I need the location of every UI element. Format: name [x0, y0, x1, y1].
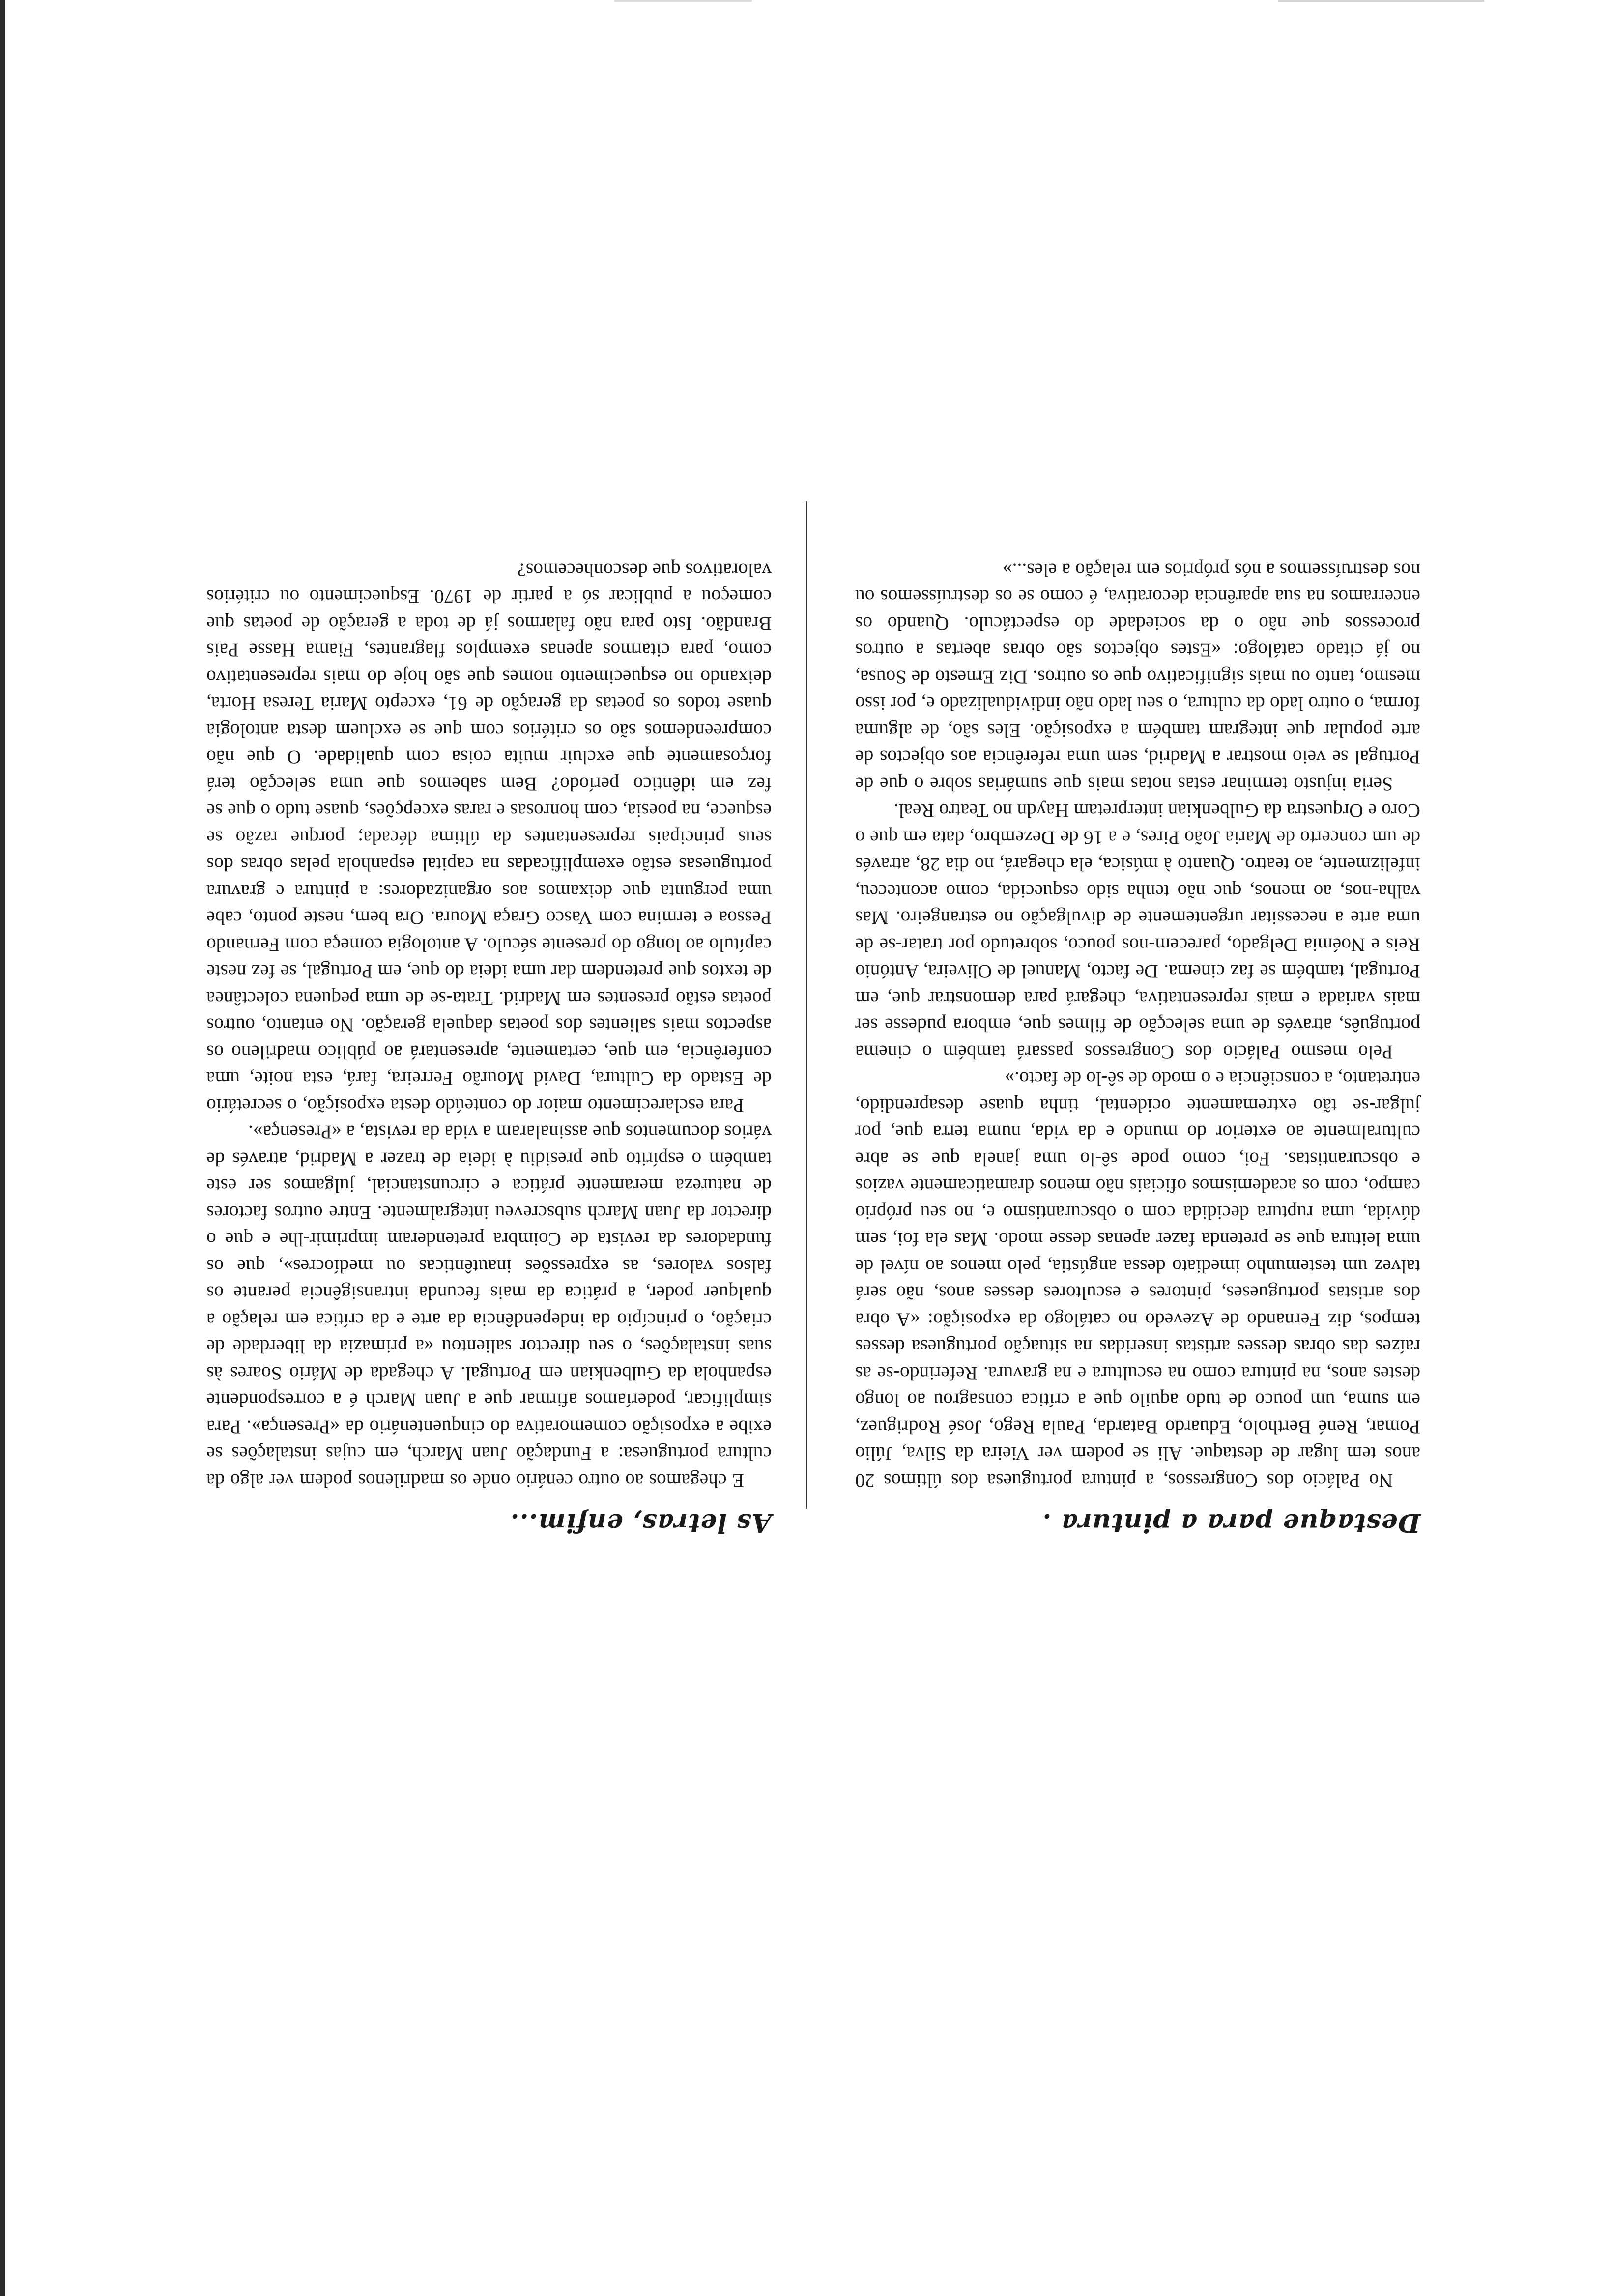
paragraph: Seria injusto terminar estas notas mais que sumárias sobre o que de Portugal se veio mostrar a Madrid, sem uma referência aos objectos de arte popular que integram também a exposição. Eles são, de alguma forma, o outro lado da cultura, o seu lado não individualizado e, por isso mesmo, tanto ou mais significativo que os outros. Diz Ernesto de Sousa, no já citado catálogo: «Estes objectos são obras abertas a outros processos que não o da sociedade do espectáculo. Quando os encerramos na sua aparência decorativa, é como se os destruíssemos ou nos destruíssemos a nós próprios em relação a eles...»	[855, 559, 1420, 795]
paragraph: Para esclarecimento maior do conteúdo desta exposição, o secretário de Estado da Cultura, David Mourão Ferreira, fará, esta noite, uma conferência, em que, certamente, apresentará ao público madrileno os aspectos mais salientes dos poetas daquela geração. No entanto, outros poetas estão presentes em Madrid. Trata-se de uma pequena colectânea de textos que pretendem dar uma ideia do que, em Portugal, se fez neste capítulo ao longo do presente século. A antologia começa com Fernando Pessoa e termina com Vasco Graça Moura. Ora bem, neste ponto, cabe uma pergunta que deixamos aos organizadores: a pintura e gravura portuguesas estão exemplificadas na capital espanhola pelas obras dos seus principais representantes da última década; porque razão se esquece, na poesia, com honrosas e raras excepções, quase tudo o que se fez em idêntico período? Bem sabemos que uma selecção terá forçosamente que excluir muita coisa com qualidade. O que não compreendemos são os critérios com que se excluem desta antologia quase todos os poetas da geração de 61, excepto Maria Teresa Horta, deixando no esquecimento nomes que são hoje do mais representativo como, para citarmos apenas exemplos flagrantes, Fiama Hasse Pais Brandão. Isto para não falarmos já de toda a geração de poetas que começou a publicar só a partir de 1970. Esquecimento ou critérios valorativos que desconhecemos?	[206, 559, 772, 1117]
scan-mark	[1278, 0, 1484, 2]
column-letters	[206, 491, 772, 1538]
paragraph: No Palácio dos Congressos, a pintura portuguesa dos últimos 20 anos tem lugar de destaque. Ali se podem ver Vieira da Silva, Júlio Pomar, René Bertholo, Eduardo Batarda, Paula Rego, José Rodriguez, em suma, um pouco de tudo aquilo que a crítica consagrou ao longo destes anos, na pintura como na escultura e na gravura. Referindo-se as raízes das obras desses artistas inseridas na situação portuguesa desses tempos, diz Fernando de Azevedo no catálogo da exposição: «A obra dos artistas portugueses, pintores e escultores desses anos, não será talvez um testemunho imediato dessa angústia, pelo menos ao nível de uma leitura que se pretenda fazer apenas desse modo. Mas ela foi, sem dúvida, uma ruptura decidida com o obscurantismo e, no seu próprio campo, com os academismos oficiais não menos dramaticamente vazios e obscurantistas. Foi, como pode sê-lo uma janela que se abre culturalmente ao exterior do mundo e da vida, numa terra que, por julgar-se tão extremamente ocidental, tinha quase desaprendido, entretanto, a consciência e o modo de sê-lo de facto.»	[855, 1068, 1420, 1492]
column-painting	[855, 491, 1420, 1538]
column-divider	[806, 501, 807, 1509]
paragraph: E chegamos ao outro cenário onde os madrilenos podem ver algo da cultura portuguesa: a Fundação Juan March, em cujas instalações se exibe a exposição comemorativa do cinquentenário da «Presença». Para simplificar, poderíamos afirmar que a Juan March é a correspondente espanhola da Gulbenkian em Portugal. A chegada de Mário Soares às suas instalações, o seu director salientou «a primazia da liberdade de criação, o princípio da independência da arte e da crítica em relação a qualquer poder, a prática da mais fecunda intransigência perante os falsos valores, as expressões inautênticas ou medíocres», que os fundadores da revista de Coimbra pretenderam imprimir-lhe e que o director da Juan March subscreveu integralmente. Entre outros factores de natureza meramente prática e circunstancial, julgamos ser este também o espírito que presidiu à ideia de trazer a Madrid, através de vários documentos que assinalaram a vida da revista, a «Presença».	[206, 1121, 772, 1492]
heading-letters: As letras, enfim...	[510, 1508, 772, 1538]
paragraph: Pelo mesmo Palácio dos Congressos passará também o cinema português, através de uma selecção de filmes que, embora pudesse ser mais variada e mais representativa, chegará para demonstrar que, em Portugal, também se faz cinema. De facto, Manuel de Oliveira, António Reis e Noémia Delgado, parecem-nos pouco, sobretudo por tratar-se de uma arte a necessitar urgentemente de divulgação no estrangeiro. Mas valha-nos, ao menos, que não tenha sido esquecida, como aconteceu, infelizmente, ao teatro. Quanto à música, ela chegará, no dia 28, através de um concerto de Maria João Pires, e a 16 de Dezembro, data em que o Coro e Orquestra da Gulbenkian interpretam Haydn no Teatro Real.	[855, 800, 1420, 1063]
scan-edge	[0, 0, 5, 2296]
scan-mark	[614, 0, 752, 2]
newspaper-clipping	[162, 491, 1420, 1538]
heading-painting: Destaque para a pintura .	[1042, 1508, 1420, 1538]
